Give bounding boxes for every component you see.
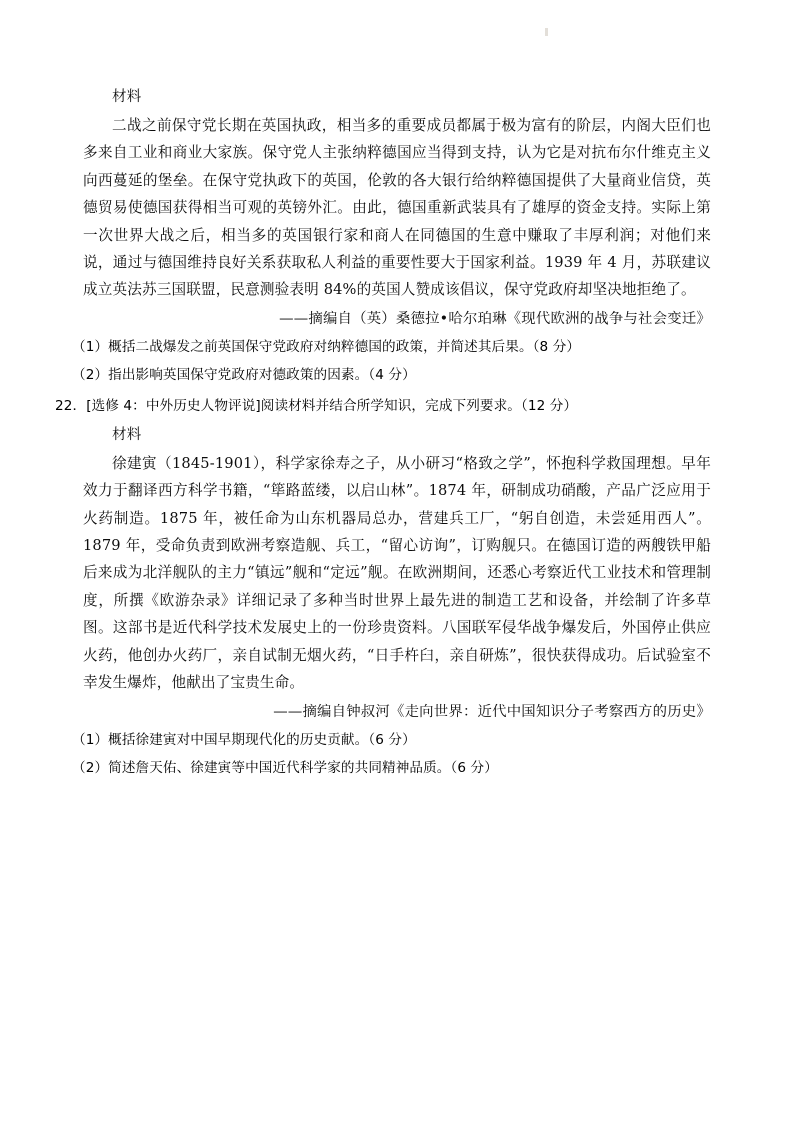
question-21-sub-1: （1）概括二战爆发之前英国保守党政府对纳粹德国的政策，并简述其后果。（8 分）	[72, 338, 581, 355]
material-label-21: 材料	[112, 89, 142, 105]
question-22-sub-2: （2）简述詹天佑、徐建寅等中国近代科学家的共同精神品质。（6 分）	[72, 759, 498, 776]
document-content	[55, 84, 711, 782]
source-citation-22: ——摘编自钟叔河《走向世界：近代中国知识分子考察西方的历史》	[273, 703, 711, 720]
page-header-mark	[545, 28, 548, 36]
source-citation-21: ——摘编自（英）桑德拉•哈尔珀琳《现代欧洲的战争与社会变迁》	[279, 310, 711, 327]
material-body-21: 二战之前保守党长期在英国执政，相当多的重要成员都属于极为富有的阶层，内阁大臣们也多来自工业和商业大家族。保守党人主张纳粹德国应当得到支持，认为它是对抗布尔什维克主义向西蔓延的堡垒。在保守党执政下的英国，伦敦的各大银行给纳粹德国提供了大量商业信贷，英德贸易使德国获得相当可观的英镑外汇。由此，德国重新武装具有了雄厚的资金支持。实际上第一次世界大战之后，相当多的英国银行家和商人在同德国的生意中赚取了丰厚利润；对他们来说，通过与德国维持良好关系获取私人利益的重要性要大于国家利益。1939 年 4 月，苏联建议成立英法苏三国联盟，民意测验表明 84%的英国人赞成该倡议，保守党政府却坚决地拒绝了。	[83, 117, 711, 299]
question-21-sub-2: （2）指出影响英国保守党政府对德政策的因素。（4 分）	[72, 366, 416, 383]
material-body-22: 徐建寅（1845-1901），科学家徐寿之子，从小研习“格致之学”，怀抱科学救国理想。早年效力于翻译西方科学书籍，“筚路蓝缕，以启山林”。1874 年，研制成功硝酸，产品广泛应用于火药制造。1875 年，被任命为山东机器局总办，营建兵工厂，“躬自创造，未尝延用西人”。1879 年，受命负责到欧洲考察造舰、兵工，“留心访询”，订购舰只。在德国订造的两艘铁甲船后来成为北洋舰队的主力“镇远”舰和“定远”舰。在欧洲期间，还悉心考察近代工业技术和管理制度，所撰《欧游杂录》详细记录了多种当时世界上最先进的制造工艺和设备，并绘制了许多草图。这部书是近代科学技术发展史上的一份珍贵资料。八国联军侵华战争爆发后，外国停止供应火药，他创办火药厂，亲自试制无烟火药，“日手杵臼，亲自研炼”，很快获得成功。后试验室不幸发生爆炸，他献出了宝贵生命。	[83, 454, 711, 692]
question-22-stem: 22．[选修 4：中外历史人物评说]阅读材料并结合所学知识，完成下列要求。（12 分）	[55, 397, 578, 414]
material-label-22: 材料	[112, 426, 142, 443]
question-22-sub-1: （1）概括徐建寅对中国早期现代化的历史贡献。（6 分）	[72, 731, 416, 748]
